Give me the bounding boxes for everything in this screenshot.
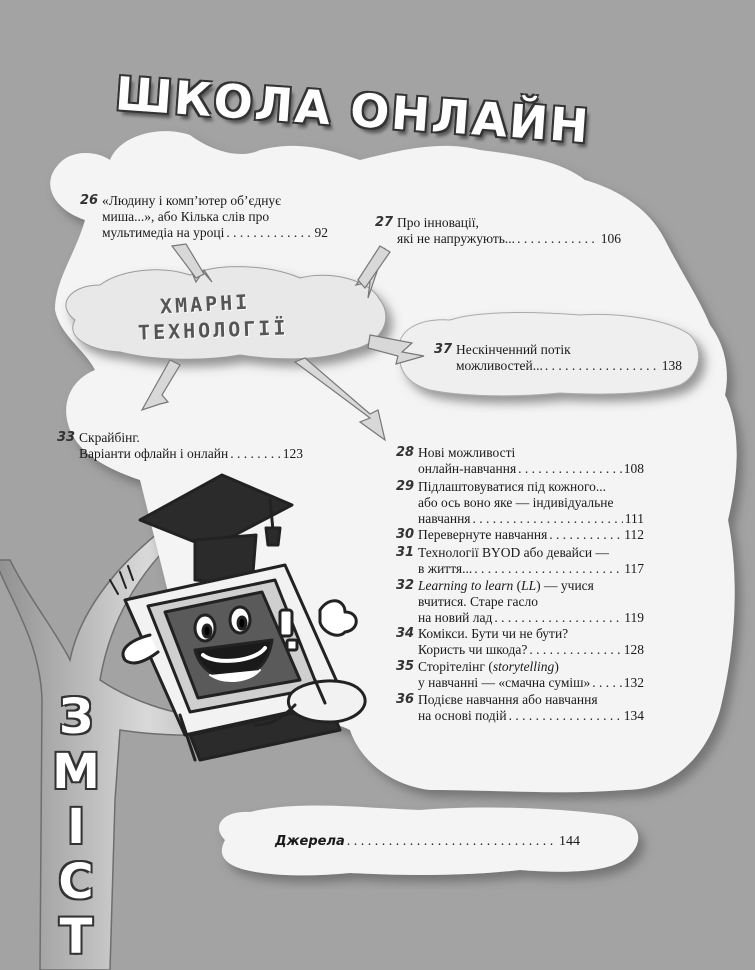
entry-number: 37	[434, 342, 453, 357]
page-title: ШКОЛА ОНЛАЙН	[113, 66, 593, 154]
entry-page: 92	[314, 225, 328, 240]
entry-number: 33	[57, 430, 76, 445]
entry-number: 31	[396, 545, 415, 560]
entry-text: )	[554, 659, 559, 674]
entry-line: навчання	[418, 511, 471, 526]
entry-number: 32	[396, 578, 415, 593]
toc-entry-26[interactable]	[80, 193, 328, 241]
entry-line: вчитися. Старе гасло	[418, 594, 538, 609]
entry-line: Комікси. Бути чи не бути?	[418, 626, 569, 641]
entry-line-1	[418, 659, 644, 675]
entry-italic: storytelling	[492, 659, 555, 674]
entry-line: на новий лад	[418, 610, 493, 625]
entry-number: 26	[80, 193, 99, 208]
entry-line: в життя...	[418, 561, 473, 576]
entry-text: Сторітелінг (	[418, 659, 493, 674]
toc-entry-30[interactable]	[396, 527, 644, 543]
toc-entry-31[interactable]	[396, 545, 644, 577]
side-title	[36, 690, 116, 965]
entry-text: (	[513, 578, 522, 593]
toc-entry-28[interactable]	[396, 445, 644, 477]
cloud-title-line2: ТЕХНОЛОГІЇ	[137, 315, 289, 345]
toc-entry-32[interactable]	[396, 578, 644, 626]
sources-label: Джерела	[275, 834, 345, 849]
entry-line: або ось воно яке — індивідуальне	[418, 495, 614, 510]
entry-line: миша...», або Кілька слів про	[102, 209, 270, 224]
toc-entry-36[interactable]	[396, 692, 644, 724]
toc-entry-34[interactable]	[396, 626, 644, 658]
toc-entry-sources[interactable]	[275, 834, 580, 850]
entry-line: Подієве навчання або навчання	[418, 692, 598, 707]
entry-page: 119	[624, 610, 644, 625]
entry-line: мультимедіа на уроці	[102, 225, 225, 240]
entry-number: 36	[396, 692, 415, 707]
entry-italic: Learning to learn	[418, 578, 514, 593]
side-title-letter: З	[58, 689, 94, 745]
entry-page: 108	[623, 461, 644, 476]
entry-page: 138	[661, 358, 682, 373]
entry-line: Нові можливості	[418, 445, 516, 460]
side-title-letter: С	[58, 854, 94, 910]
entry-line: Перевернуте навчання	[418, 527, 548, 542]
entry-page: 134	[623, 708, 644, 723]
entry-line-1	[418, 578, 644, 594]
sources-page: 144	[559, 834, 580, 849]
entry-page: 117	[624, 561, 644, 576]
entry-line: які не напружують...	[397, 231, 516, 246]
toc-entry-33[interactable]	[57, 430, 303, 462]
entry-line: Підлаштовуватися під кожного...	[418, 479, 607, 494]
entry-line: на основі подій	[418, 708, 507, 723]
entry-number: 30	[396, 527, 415, 542]
entry-number: 35	[396, 659, 415, 674]
side-title-letter: М	[52, 744, 100, 800]
entry-line: можливостей...	[456, 358, 543, 373]
entry-page: 128	[623, 642, 644, 657]
entry-number: 29	[396, 479, 415, 494]
entry-page: 112	[624, 527, 644, 542]
toc-entry-29[interactable]	[396, 479, 644, 527]
entry-page: 123	[282, 446, 303, 461]
entry-line: онлайн-навчання	[418, 461, 517, 476]
toc-entry-35[interactable]	[396, 659, 644, 691]
cloud-title-line1: ХМАРНІ	[159, 289, 251, 319]
entry-page: 106	[600, 231, 621, 246]
entry-page: 111	[624, 511, 644, 526]
entry-text: ) — учися	[536, 578, 594, 593]
entry-line: Варіанти офлайн і онлайн	[79, 446, 229, 461]
entry-line: Нескінченний потік	[456, 342, 571, 357]
entry-line: Про інновації,	[397, 215, 479, 230]
entry-line: Користь чи шкода?	[418, 642, 528, 657]
entry-page: 132	[623, 675, 644, 690]
side-title-letter: І	[67, 799, 85, 855]
entry-number: 28	[396, 445, 415, 460]
entry-number: 27	[375, 215, 394, 230]
entry-line: Скрайбінг.	[79, 430, 140, 445]
side-title-letter: Т	[59, 909, 93, 965]
entry-line: у навчанні — «смачна суміш»	[418, 675, 591, 690]
entry-line: Технології BYOD або девайси —	[418, 545, 609, 560]
entry-italic: LL	[521, 578, 537, 593]
toc-entry-27[interactable]	[375, 215, 621, 247]
entry-number: 34	[396, 626, 415, 641]
toc-entry-37[interactable]	[434, 342, 682, 374]
entry-line: «Людину і комп’ютер об’єднує	[102, 193, 281, 208]
